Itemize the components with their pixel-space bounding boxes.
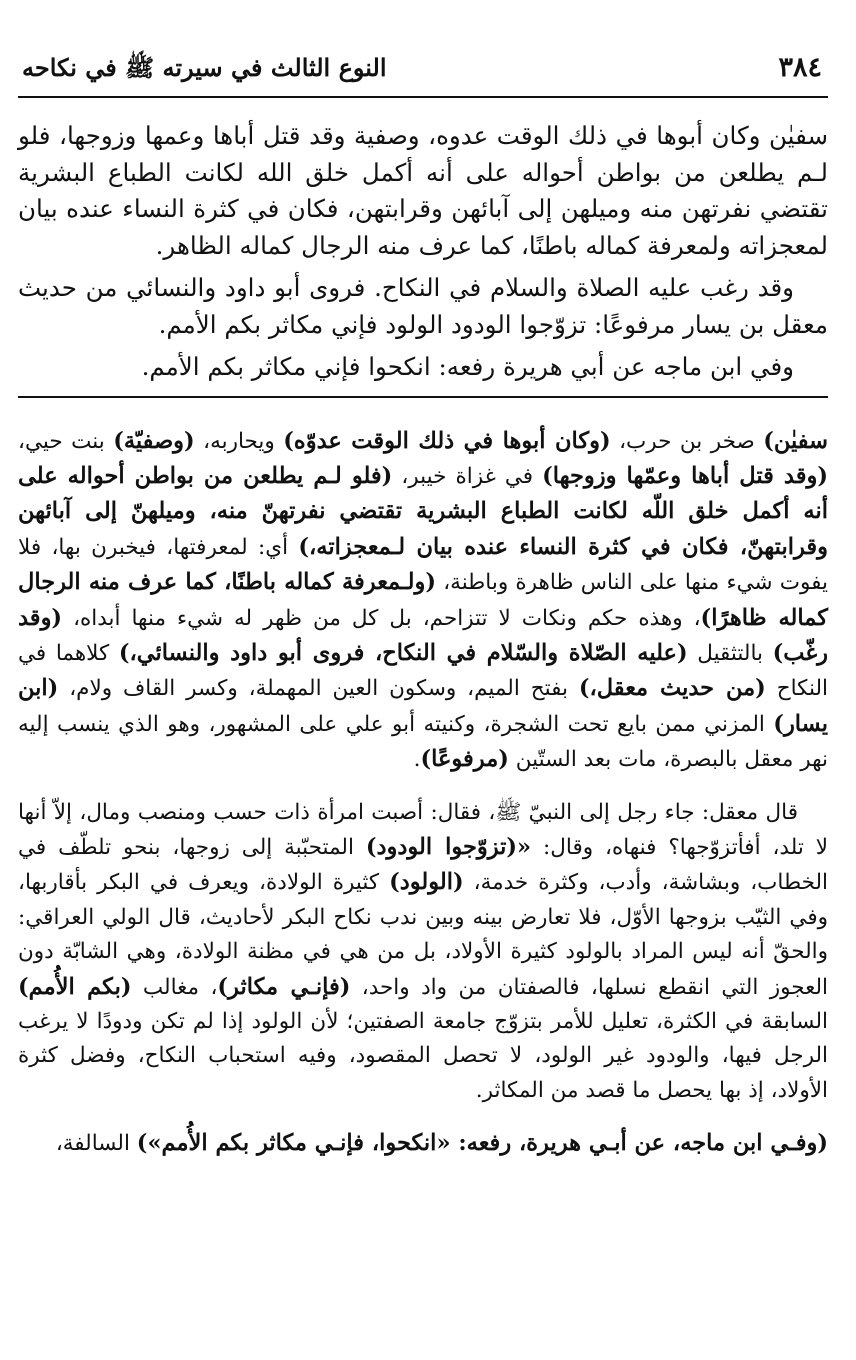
commentary-text: كلاهما في النكاح	[18, 640, 829, 702]
commentary-paragraph	[18, 796, 828, 1109]
quoted-text: «(تزوّجوا الودود)	[365, 833, 532, 860]
quoted-text: (وصفيّة)	[113, 427, 195, 454]
commentary-text: المزني ممن بايع تحت الشجرة، وكنيته أبو علي على المشهور، وهو الذي ينسب إليه نهر معقل بالبصرة، مات بعد الستّين	[18, 711, 828, 773]
commentary-text: بفتح الميم، وسكون العين المهملة، وكسر القاف ولام،	[58, 676, 579, 702]
commentary-text: .	[413, 747, 421, 773]
quoted-text: (بكم الأُمم)	[18, 973, 132, 1000]
commentary-text: صخر بن حرب،	[610, 428, 764, 454]
main-paragraph: وقد رغب عليه الصلاة والسلام في النكاح. فروى أبو داود والنسائي من حديث معقل بن يسار مرفوعًا: تزوّجوا الودود الولود فإني مكاثر بكم الأمم.	[18, 273, 828, 339]
main-text	[18, 118, 828, 386]
running-header	[18, 52, 828, 98]
quoted-text: (مرفوعًا)	[420, 746, 509, 773]
commentary-text: في غزاة خيبر،	[392, 463, 543, 489]
commentary-text: المتحبّبة إلى زوجها، بنحو تلطّف في الخطاب، وبشاشة، وأدب، وكثرة خدمة،	[18, 834, 828, 896]
quoted-text: (وقد رغّب)	[18, 604, 829, 666]
running-title: النوع الثالث في سيرته ﷺ في نكاحه	[22, 53, 387, 82]
commentary-text: ، وهذه حكم ونكات لا تتزاحم، بل كل من ظهر له شيء منها أبداه،	[62, 605, 701, 631]
section-divider	[18, 396, 828, 398]
commentary-text: ويحاربه،	[194, 428, 284, 454]
quoted-text: (وكان أبوها في ذلك الوقت عدوّه)	[283, 427, 611, 454]
quoted-text: (فإنـي مكاثر)	[217, 973, 351, 1000]
commentary-text: السابقة في الكثرة، تعليل للأمر بتزوّج جامعة الصفتين؛ لأن الولود إذا لم تكن ودودًا لا يرغب الرجل فيها، والودود غير الولود، لا تحصل المقصود، وفيه استحباب النكاح، وفضل كثرة الأولاد، إذ بها يحصل ما قصد من المكاثر.	[18, 1009, 828, 1103]
commentary-text: السالفة،	[55, 1131, 137, 1157]
main-paragraph: سفيٰن وكان أبوها في ذلك الوقت عدوه، وصفية وقد قتل أباها وعمها وزوجها، فلو لـم يطلعن من بواطن أحواله على أنه أكمل خلق الله لكانت الطباع البشرية تقتضي نفرتهن منه وميلهن إلى آبائهن وقرابتهن، فكان في كثرة النساء عنده بيان لمعجزاته ولمعرفة كماله باطنًا، كما عرف منه الرجال كماله الظاهر.	[18, 121, 828, 260]
commentary-text: قال معقل: جاء رجل إلى النبيّ ﷺ، فقال: أصبت امرأة ذات حسب ومنصب ومال، إلاّ أنها لا تلد، أفأتزوّجها؟ فنهاه، وقال:	[18, 799, 828, 860]
commentary-text: ، مغالب	[131, 974, 218, 1000]
quoted-text: (عليه الصّلاة والسّلام في النكاح، فروى أبو داود والنسائي،)	[118, 639, 688, 666]
commentary-paragraph	[18, 1126, 828, 1161]
page-number: ٣٨٤	[778, 52, 822, 83]
main-paragraph: وفي ابن ماجه عن أبي هريرة رفعه: انكحوا فإني مكاثر بكم الأمم.	[141, 352, 794, 381]
quoted-text: (الولود)	[389, 869, 464, 896]
quoted-text: (وفـي ابن ماجه، عن أبـي هريرة، رفعه: «انكحوا، فإنـي مكاثر بكم الأُمم»)	[136, 1130, 828, 1157]
commentary-text: بنت حيي،	[18, 428, 114, 454]
commentary	[18, 424, 828, 1162]
commentary-text: بالتثقيل	[687, 640, 773, 666]
commentary-paragraph	[18, 424, 828, 778]
commentary-text: أي: لمعرفتها، فيخبرن بها، فلا يفوت شيء منها على الناس ظاهرة وباطنة،	[18, 534, 828, 596]
commentary-text: كثيرة الولادة، ويعرف في البكر بأقاربها، وفي الثيّب بزوجها الأوّل، فلا تعارض بينه وبين ندب نكاح البكر لأحاديث، قال الولي العراقي: والحقّ أنه ليس المراد بالولود كثيرة الأولاد، بل من هي في مظنة الولادة، وهي الشابّة دون العجوز التي انقطع نسلها، فالصفتان من واد واحد،	[18, 870, 828, 1000]
quoted-text: سفيٰن)	[763, 427, 829, 454]
quoted-text: (ولـمعرفة كماله باطنًا، كما عرف منه الرجال كماله ظاهرًا)	[18, 569, 828, 631]
quoted-text: (ابن يسار)	[18, 675, 828, 737]
quoted-text: (من حديث معقل،)	[578, 675, 766, 702]
quoted-text: (فلو لـم يطلعن من بواطن أحواله على أنه أكمل خلق اللّه لكانت الطباع البشرية تقتضي نفرتهنّ منه، وميلهنّ إلى آبائهن وقرابتهنّ، فكان في كثرة النساء عنده بيان لـمعجزاته،)	[18, 462, 828, 560]
quoted-text: (وقد قتل أباها وعمّها وزوجها)	[542, 462, 828, 489]
